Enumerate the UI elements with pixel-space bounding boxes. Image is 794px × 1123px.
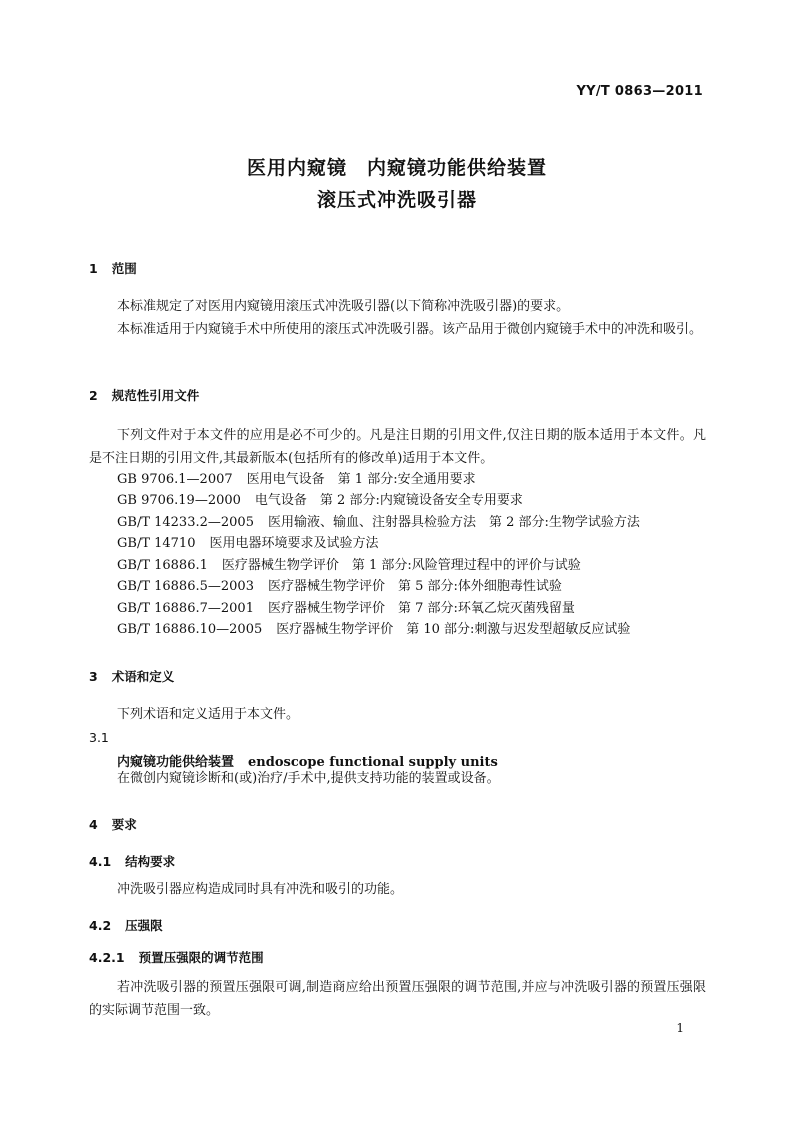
section-number: 4.2 (89, 918, 112, 933)
reference-code: GB/T 16886.5—2003 (117, 579, 254, 594)
reference-code: GB/T 16886.10—2005 (117, 622, 263, 637)
subsection-4-2-1-heading (89, 948, 264, 966)
subsection-4-2-heading (89, 916, 163, 934)
reference-code: GB/T 16886.7—2001 (117, 601, 254, 616)
section-number: 1 (89, 261, 98, 276)
section-title: 要求 (111, 817, 137, 832)
reference-title: 医用输液、输血、注射器具检验方法 第 2 部分:生物学试验方法 (267, 515, 640, 530)
reference-title: 医疗器械生物学评价 第 7 部分:环氧乙烷灭菌残留量 (267, 601, 575, 616)
reference-item (117, 578, 562, 596)
term-chinese: 内窥镜功能供给装置 (117, 755, 235, 770)
section-title: 规范性引用文件 (111, 388, 200, 403)
reference-item (117, 514, 640, 532)
section-number: 4.2.1 (89, 950, 125, 965)
section-title: 术语和定义 (111, 669, 175, 684)
reference-title: 医疗器械生物学评价 第 10 部分:刺激与迟发型超敏反应试验 (276, 622, 631, 637)
subsection-4-1-heading (89, 852, 175, 870)
reference-item (117, 535, 379, 553)
document-code: YY/T 0863—2011 (576, 84, 703, 99)
reference-item (117, 471, 476, 489)
reference-title: 医用电气设备 第 1 部分:安全通用要求 (246, 472, 476, 487)
term-definition: 在微创内窥镜诊断和(或)治疗/手术中,提供支持功能的装置或设备。 (117, 771, 500, 786)
section-4-heading (89, 815, 137, 833)
section-1-paragraph-1: 本标准规定了对医用内窥镜用滚压式冲洗吸引器(以下简称冲洗吸引器)的要求。 (117, 299, 570, 314)
section-3-intro: 下列术语和定义适用于本文件。 (117, 707, 300, 722)
page-number: 1 (676, 1021, 684, 1035)
section-title: 预置压强限的调节范围 (138, 950, 264, 965)
section-number: 4.1 (89, 854, 112, 869)
reference-code: GB/T 14233.2—2005 (117, 515, 254, 530)
section-title: 压强限 (125, 918, 163, 933)
subsection-4-1-text: 冲洗吸引器应构造成同时具有冲洗和吸引的功能。 (117, 882, 404, 897)
reference-title: 医疗器械生物学评价 第 1 部分:风险管理过程中的评价与试验 (221, 558, 581, 573)
reference-title: 医疗器械生物学评价 第 5 部分:体外细胞毒性试验 (267, 579, 562, 594)
term-english: endoscope functional supply units (248, 755, 498, 770)
section-1-heading (89, 259, 137, 277)
reference-item (117, 621, 630, 639)
reference-title: 医用电器环境要求及试验方法 (209, 536, 379, 551)
reference-item (117, 492, 523, 510)
reference-code: GB/T 16886.1 (117, 558, 208, 573)
subsection-4-2-1-text: 若冲洗吸引器的预置压强限可调,制造商应给出预置压强限的调节范围,并应与冲洗吸引器的预置压强限的实际调节范围一致。 (89, 980, 706, 1018)
reference-code: GB 9706.19—2000 (117, 493, 241, 508)
section-2-intro: 下列文件对于本文件的应用是必不可少的。凡是注日期的引用文件,仅注日期的版本适用于本文件。凡是不注日期的引用文件,其最新版本(包括所有的修改单)适用于本文件。 (89, 428, 706, 466)
document-title-line2: 滚压式冲洗吸引器 (316, 189, 477, 211)
reference-code: GB 9706.1—2007 (117, 472, 233, 487)
reference-item (117, 557, 581, 575)
reference-title: 电气设备 第 2 部分:内窥镜设备安全专用要求 (254, 493, 523, 508)
reference-item (117, 600, 575, 618)
section-number: 4 (89, 817, 98, 832)
section-3-heading (89, 667, 174, 685)
reference-code: GB/T 14710 (117, 536, 196, 551)
section-1-paragraph-2: 本标准适用于内窥镜手术中所使用的滚压式冲洗吸引器。该产品用于微创内窥镜手术中的冲洗和吸引。 (117, 322, 703, 337)
section-number: 2 (89, 388, 98, 403)
section-title: 结构要求 (125, 854, 176, 869)
section-2-heading (89, 386, 199, 404)
section-number: 3 (89, 669, 98, 684)
section-title: 范围 (111, 261, 137, 276)
term-number: 3.1 (89, 730, 109, 745)
document-title-line1: 医用内窥镜 内窥镜功能供给装置 (246, 157, 547, 179)
